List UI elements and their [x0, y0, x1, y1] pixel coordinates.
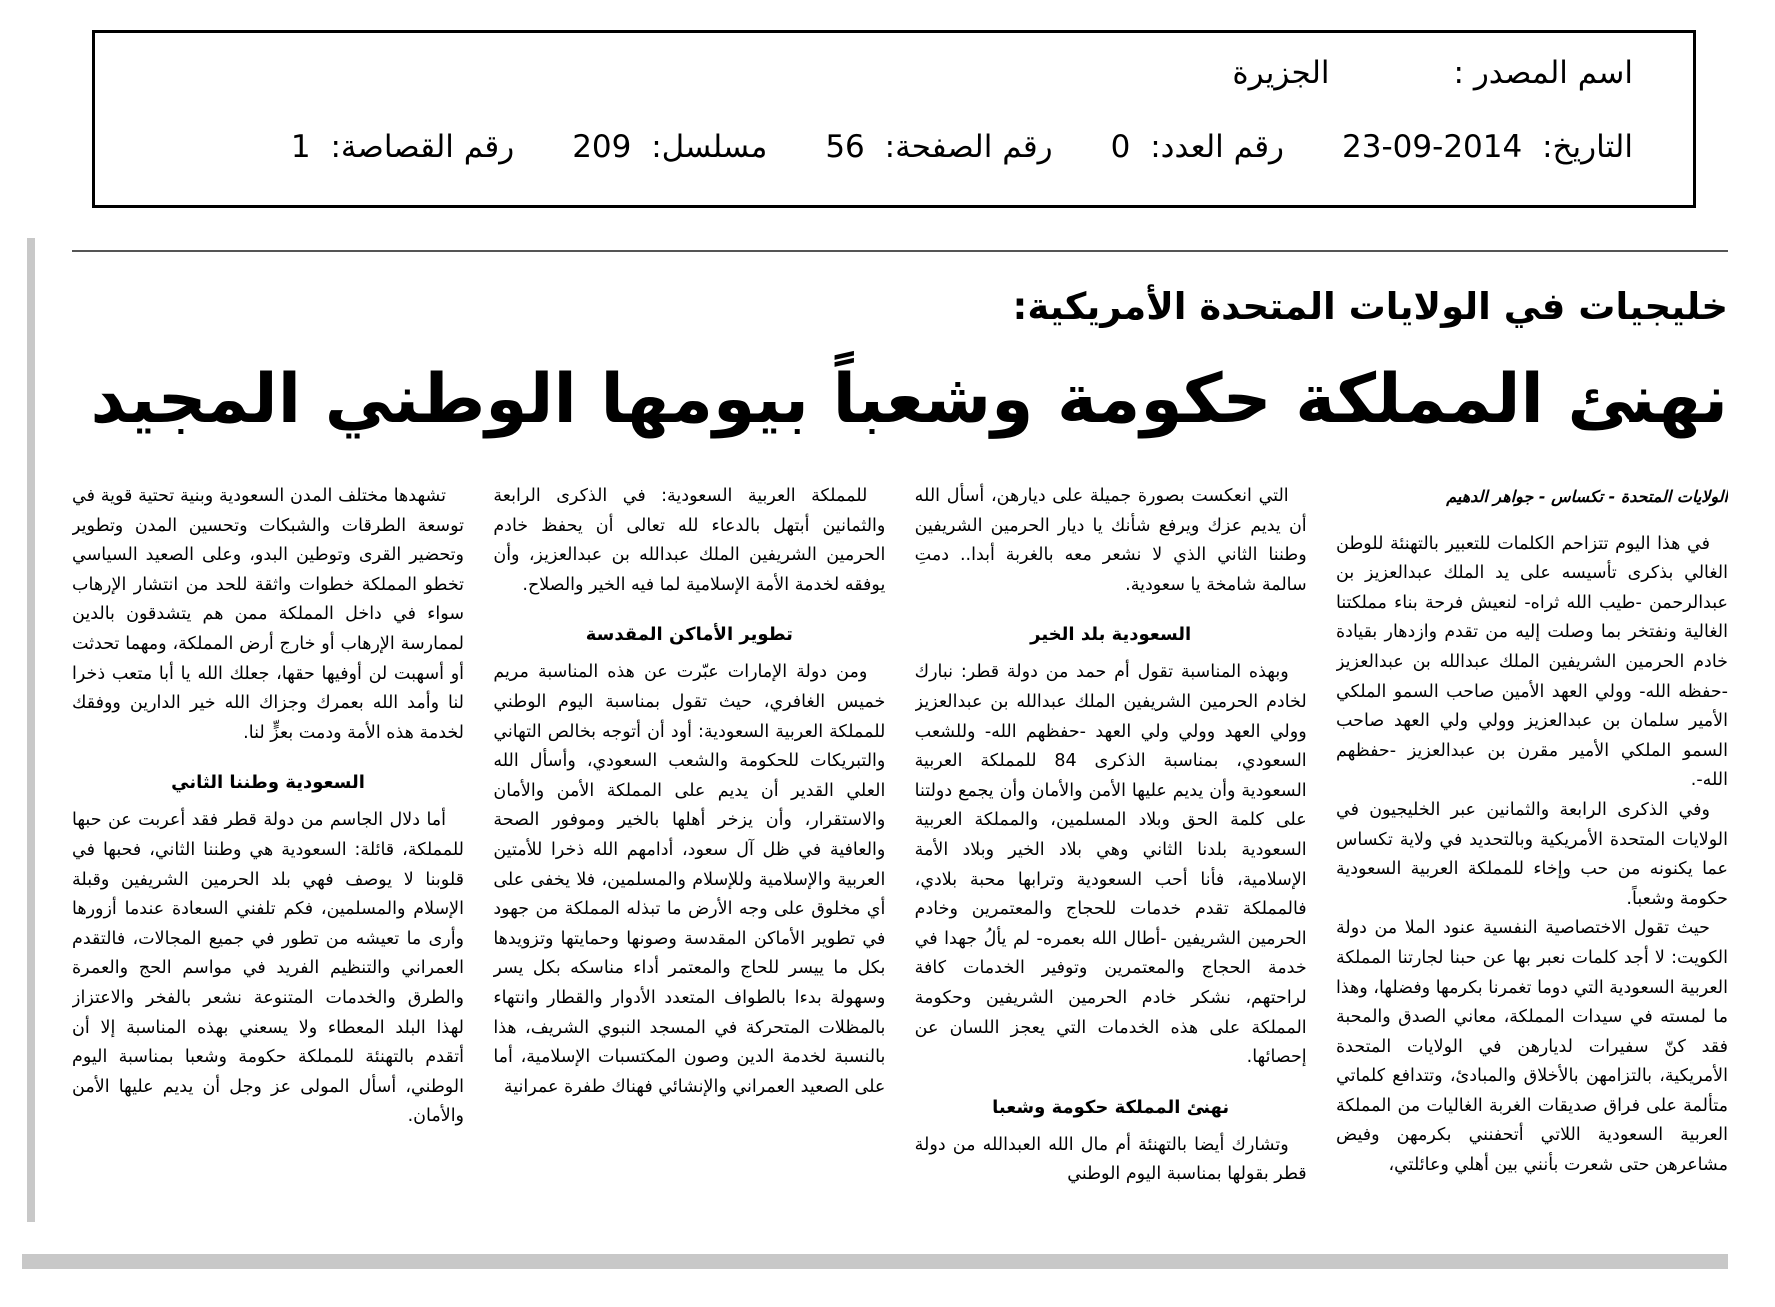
page-field: [825, 129, 1052, 165]
paragraph: تشهدها مختلف المدن السعودية وبنية تحتية قوية في توسعة الطرقات والشبكات وتحسين المدن وتطوير وتحضير القرى وتوطين البدو، وعلى الصعيد السياسي تخطو المملكة خطوات واثقة للحد من انتشار الإرهاب سواء في داخل المملكة ممن هم يتشدقون بالدين لممارسة الإرهاب أو خارج أرض المملكة، ومهما تحدثت أو أسهبت لن أوفيها حقها، جعلك الله يا أبا متعب ذخرا لنا وأمد الله بعمرك وجزاك الله خير الدارين ووفقك لخدمة هذه الأمة ودمت بعزٍّ لنا.: [72, 486, 465, 743]
article-headline: نهنئ المملكة حكومة وشعباً بيومها الوطني المجيد: [90, 360, 1728, 439]
source-info-box: [92, 30, 1696, 208]
page-value: 56: [825, 129, 865, 165]
paragraph: وفي الذكرى الرابعة والثمانين عبر الخليجيون في الولايات المتحدة الأمريكية وبالتحديد في ولاية تكساس عما يكنونه من حب وإخاء للمملكة العربية السعودية حكومة وشعباً.: [1336, 799, 1728, 909]
paragraph: أما دلال الجاسم من دولة قطر فقد أعربت عن حبها للمملكة، قائلة: السعودية هي وطننا الثاني، فحبها في قلوبنا لا يوصف فهي بلد الحرمين الشريفين وقبلة الإسلام والمسلمين، فكم تلفني السعادة عندما أزورها وأرى ما تعيشه من تطور في جميع المجالات، فالتقدم العمراني والتنظيم الفريد في مواسم الحج والعمرة والطرق والخدمات المتنوعة نشعر بالفخر والاعتزاز لهذا البلد المعطاء ولا يسعني بهذه المناسبة إلا أن أتقدم بالتهنئة للمملكة حكومة وشعبا بمناسبة اليوم الوطني، أسأل المولى عز وجل أن يديم عليها الأمن والأمان.: [72, 810, 465, 1127]
paragraph: حيث تقول الاختصاصية النفسية عنود الملا من دولة الكويت: لا أجد كلمات نعبر بها عن حبنا لجارتنا المملكة العربية السعودية التي دوما تغمرنا بكرمها وفضلها، وهذا ما لمسته في سيدات المملكة، معاني الصدق والمحبة فقد كنّ سفيرات لديارهن في الولايات المتحدة الأمريكية، بالتزامهن بالأخلاق والمبادئ، وتتدافع كلماتي متألمة على فراق صديقات الغربة الغاليات من المملكة العربية السعودية اللاتي أتحفنني بكرمهن وفيض مشاعرهن حتى شعرت بأنني بين أهلي وعائلتي،: [1336, 918, 1728, 1176]
issue-label: رقم العدد:: [1150, 129, 1285, 165]
clip-label: رقم القصاصة:: [330, 129, 515, 165]
article-top-rule: [72, 250, 1728, 252]
clip-value: 1: [290, 129, 311, 165]
source-row: [1232, 55, 1633, 91]
paragraph: التي انعكست بصورة جميلة على ديارهن، أسأل الله أن يديم عزك ويرفع شأنك يا ديار الحرمين الشريفين وطننا الثاني الذي لا نشعر معه بالغربة أبدا.. دمتِ سالمة شامخة يا سعودية.: [914, 486, 1307, 595]
article-byline: الولايات المتحدة - تكساس - جواهر الدهيم: [1446, 487, 1728, 506]
article-column-2: [915, 482, 1307, 1242]
subheading: السعودية بلد الخير: [1030, 624, 1192, 646]
article-column-3: [493, 482, 885, 1242]
paragraph: وبهذه المناسبة تقول أم حمد من دولة قطر: نبارك لخادم الحرمين الشريفين الملك عبدالله بن عبدالعزيز وولي العهد وولي ولي العهد -حفظهم الله- وللشعب السعودي، بمناسبة الذكرى 84 للمملكة العربية السعودية وأن يديم عليها الأمن والأمان وأن يجمع دولتنا على كلمة الحق وبلاد المسلمين، والمملكة العربية السعودية بلدنا الثاني وهي بلاد الخير وبلاد الأمة الإسلامية، فأنا أحب السعودية وترابها محبة بلادي، فالمملكة تقدم خدمات للحجاج والمعتمرين وخادم الحرمين الشريفين -أطال الله بعمره- لم يألُ جهدا في خدمة الحجاج والمعتمرين وتوفير الخدمات كافة لراحتهم، نشكر خادم الحرمين الشريفين وحكومة المملكة على هذه الخدمات التي يعجز اللسان عن إحصائها.: [914, 662, 1307, 1068]
serial-value: 209: [572, 129, 632, 165]
date-label: التاريخ:: [1542, 129, 1633, 165]
subheading: نهنئ المملكة حكومة وشعبا: [992, 1096, 1230, 1118]
issue-field: [1111, 129, 1284, 165]
paragraph: في هذا اليوم تتزاحم الكلمات للتعبير بالتهنئة للوطن الغالي بذكرى تأسيسه على يد الملك عبدالعزيز بن عبدالرحمن -طيب الله ثراه- لنعيش فرحة بناء مملكتنا الغالية ونفتخر بما وصلت إليه من تقدم وازدهار بقيادة خادم الحرمين الشريفين الملك عبدالله بن عبدالعزيز -حفظه الله- وولي العهد الأمين صاحب السمو الملكي الأمير سلمان بن عبدالعزيز وولي ولي العهد صاحب السمو الملكي الأمير مقرن بن عبدالعزيز -حفظهم الله-.: [1336, 533, 1728, 791]
subheading: تطوير الأماكن المقدسة: [585, 624, 793, 646]
serial-field: [572, 129, 767, 165]
subheading: السعودية وطننا الثاني: [171, 772, 365, 794]
page-label: رقم الصفحة:: [884, 129, 1053, 165]
article-kicker: خليجيات في الولايات المتحدة الأمريكية:: [1012, 285, 1728, 328]
date-value: 2014-09-23: [1342, 129, 1523, 165]
article-column-4: [72, 482, 464, 1242]
issue-details-row: [291, 129, 1633, 165]
date-field: [1342, 129, 1633, 165]
article-body: [72, 482, 1728, 1242]
paragraph: ومن دولة الإمارات عبّرت عن هذه المناسبة مريم خميس الغافري، حيث تقول بمناسبة اليوم الوطني للمملكة العربية السعودية: أود أن أتوجه بخالص التهاني والتبريكات للحكومة والشعب السعودي، وأسأل الله العلي القدير أن يديم على المملكة الأمن والأمان والاستقرار، وأن يزخر أهلها بالخير وموفور الصحة والعافية في ظل آل سعود، أدامهم الله ذخرا للأمتين العربية والإسلامية وللإسلام والمسلمين، فلا يخفى على أي مخلوق على وجه الأرض ما تبذله المملكة من جهود في تطوير الأماكن المقدسة وصونها وحمايتها وتزويدها بكل ما ييسر للحاج والمعتمر أداء مناسكه بكل يسر وسهولة بدءا بالطواف المتعدد الأدوار والقطار وانتهاء بالمظلات المتحركة في المسجد النبوي الشريف، هذا بالنسبة لخدمة الدين وصون المكتسبات الإسلامية، أما على الصعيد العمراني والإنشائي فهناك طفرة عمرانية: [493, 662, 886, 1097]
source-value: الجزيرة: [1232, 55, 1330, 91]
source-label: اسم المصدر :: [1453, 55, 1633, 91]
issue-value: 0: [1110, 129, 1131, 165]
clipping-left-border: [27, 238, 35, 1222]
serial-label: مسلسل:: [651, 129, 768, 165]
clip-field: [291, 129, 514, 165]
article-column-1: [1336, 482, 1728, 1242]
clipping-bottom-border: [22, 1254, 1728, 1269]
paragraph: وتشارك أيضا بالتهنئة أم مال الله العبدالله من دولة قطر بقولها بمناسبة اليوم الوطني: [914, 1134, 1307, 1185]
paragraph: للمملكة العربية السعودية: في الذكرى الرابعة والثمانين أبتهل بالدعاء لله تعالى أن يحفظ خادم الحرمين الشريفين الملك عبدالله بن عبدالعزيز، وأن يوفقه لخدمة الأمة الإسلامية لما فيه الخير والصلاح.: [493, 486, 886, 595]
